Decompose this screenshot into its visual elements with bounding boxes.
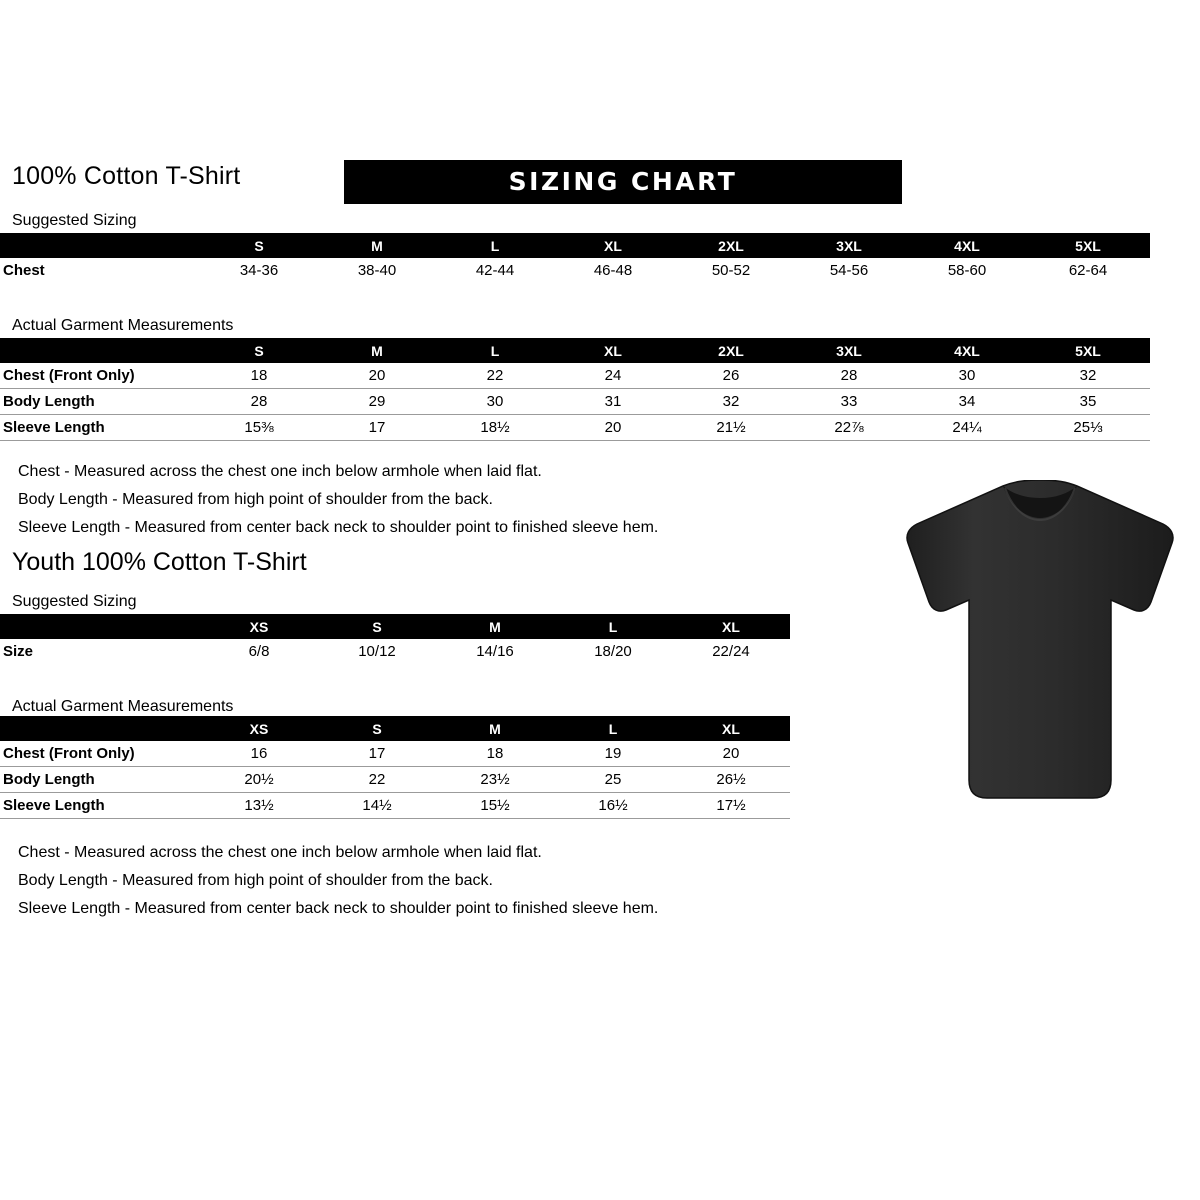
- table-header-row: [0, 614, 790, 639]
- row-value: 20: [672, 741, 790, 767]
- row-label: Chest (Front Only): [0, 741, 200, 767]
- table-row: [0, 639, 790, 664]
- header-size: S: [318, 716, 436, 741]
- table-row: [0, 363, 1150, 389]
- row-value: 24¼: [908, 415, 1026, 441]
- row-value: 20½: [200, 767, 318, 793]
- header-size: S: [200, 338, 318, 363]
- youth-note-sleeve-length: Sleeve Length - Measured from center back neck to shoulder point to finished sleeve hem.: [18, 900, 659, 917]
- row-value: 29: [318, 389, 436, 415]
- table-row: [0, 767, 790, 793]
- row-value: 17: [318, 741, 436, 767]
- header-size: L: [554, 716, 672, 741]
- row-value: 18½: [436, 415, 554, 441]
- table-row: [0, 389, 1150, 415]
- youth-note-body-length: Body Length - Measured from high point of shoulder from the back.: [18, 872, 493, 889]
- row-label: Size: [0, 639, 200, 664]
- adult-actual-table: [0, 338, 1150, 441]
- row-label: Chest (Front Only): [0, 363, 200, 389]
- row-value: 13½: [200, 793, 318, 819]
- header-label: [0, 233, 200, 258]
- header-size: XL: [672, 716, 790, 741]
- table-row: [0, 258, 1150, 283]
- header-size: M: [318, 233, 436, 258]
- header-label: [0, 716, 200, 741]
- header-size: L: [554, 614, 672, 639]
- header-size: M: [436, 716, 554, 741]
- row-value: 28: [790, 363, 908, 389]
- adult-header-row: [12, 160, 902, 204]
- adult-suggested-caption: Suggested Sizing: [12, 212, 137, 229]
- row-value: 42-44: [436, 258, 554, 283]
- row-value: 38-40: [318, 258, 436, 283]
- youth-actual-caption: Actual Garment Measurements: [12, 698, 234, 715]
- row-value: 28: [200, 389, 318, 415]
- row-value: 23½: [436, 767, 554, 793]
- header-size: L: [436, 338, 554, 363]
- header-size: 4XL: [908, 338, 1026, 363]
- adult-note-body-length: Body Length - Measured from high point of shoulder from the back.: [18, 491, 493, 508]
- row-value: 30: [436, 389, 554, 415]
- header-size: 2XL: [672, 338, 790, 363]
- row-value: 16½: [554, 793, 672, 819]
- row-label: Sleeve Length: [0, 793, 200, 819]
- header-size: M: [436, 614, 554, 639]
- youth-actual-table: [0, 716, 790, 819]
- row-value: 30: [908, 363, 1026, 389]
- header-size: XS: [200, 716, 318, 741]
- row-value: 34: [908, 389, 1026, 415]
- row-value: 20: [318, 363, 436, 389]
- row-value: 14½: [318, 793, 436, 819]
- row-value: 10/12: [318, 639, 436, 664]
- header-size: 4XL: [908, 233, 1026, 258]
- youth-suggested-caption: Suggested Sizing: [12, 593, 137, 610]
- adult-note-sleeve-length: Sleeve Length - Measured from center back neck to shoulder point to finished sleeve hem.: [18, 519, 659, 536]
- row-value: 46-48: [554, 258, 672, 283]
- row-value: 32: [1026, 363, 1150, 389]
- row-value: 26½: [672, 767, 790, 793]
- row-value: 32: [672, 389, 790, 415]
- row-value: 54-56: [790, 258, 908, 283]
- youth-note-chest: Chest - Measured across the chest one inch below armhole when laid flat.: [18, 844, 542, 861]
- row-value: 22: [436, 363, 554, 389]
- row-value: 14/16: [436, 639, 554, 664]
- row-value: 62-64: [1026, 258, 1150, 283]
- header-size: XS: [200, 614, 318, 639]
- row-value: 22⅞: [790, 415, 908, 441]
- table-row: [0, 741, 790, 767]
- header-size: 2XL: [672, 233, 790, 258]
- row-value: 18: [436, 741, 554, 767]
- row-value: 6/8: [200, 639, 318, 664]
- row-value: 15½: [436, 793, 554, 819]
- row-value: 18/20: [554, 639, 672, 664]
- row-value: 22/24: [672, 639, 790, 664]
- adult-actual-caption: Actual Garment Measurements: [12, 317, 234, 334]
- t-shirt-icon: [895, 480, 1185, 810]
- row-value: 24: [554, 363, 672, 389]
- row-value: 18: [200, 363, 318, 389]
- header-size: 3XL: [790, 338, 908, 363]
- header-label: [0, 614, 200, 639]
- row-label: Sleeve Length: [0, 415, 200, 441]
- header-size: XL: [554, 233, 672, 258]
- header-size: 3XL: [790, 233, 908, 258]
- row-value: 17½: [672, 793, 790, 819]
- row-label: Body Length: [0, 767, 200, 793]
- sizing-chart-banner-label: SIZING CHART: [508, 167, 738, 196]
- header-size: 5XL: [1026, 338, 1150, 363]
- youth-section-title: Youth 100% Cotton T-Shirt: [12, 548, 307, 576]
- adult-section-title: 100% Cotton T-Shirt: [12, 162, 241, 190]
- sizing-chart-banner: [344, 160, 902, 204]
- row-value: 34-36: [200, 258, 318, 283]
- row-value: 50-52: [672, 258, 790, 283]
- header-size: S: [318, 614, 436, 639]
- row-value: 58-60: [908, 258, 1026, 283]
- row-value: 25: [554, 767, 672, 793]
- row-value: 25⅓: [1026, 415, 1150, 441]
- header-size: M: [318, 338, 436, 363]
- row-value: 35: [1026, 389, 1150, 415]
- row-label: Chest: [0, 258, 200, 283]
- header-size: 5XL: [1026, 233, 1150, 258]
- row-value: 31: [554, 389, 672, 415]
- table-row: [0, 415, 1150, 441]
- youth-suggested-table: [0, 614, 790, 664]
- adult-suggested-table: [0, 233, 1150, 283]
- adult-note-chest: Chest - Measured across the chest one inch below armhole when laid flat.: [18, 463, 542, 480]
- header-size: XL: [554, 338, 672, 363]
- row-value: 22: [318, 767, 436, 793]
- header-size: L: [436, 233, 554, 258]
- row-value: 16: [200, 741, 318, 767]
- row-value: 20: [554, 415, 672, 441]
- header-size: XL: [672, 614, 790, 639]
- row-value: 26: [672, 363, 790, 389]
- row-value: 21½: [672, 415, 790, 441]
- row-label: Body Length: [0, 389, 200, 415]
- t-shirt-illustration: [895, 480, 1185, 810]
- table-header-row: [0, 338, 1150, 363]
- row-value: 15⅜: [200, 415, 318, 441]
- table-header-row: [0, 716, 790, 741]
- table-row: [0, 793, 790, 819]
- header-label: [0, 338, 200, 363]
- row-value: 33: [790, 389, 908, 415]
- table-header-row: [0, 233, 1150, 258]
- row-value: 19: [554, 741, 672, 767]
- row-value: 17: [318, 415, 436, 441]
- header-size: S: [200, 233, 318, 258]
